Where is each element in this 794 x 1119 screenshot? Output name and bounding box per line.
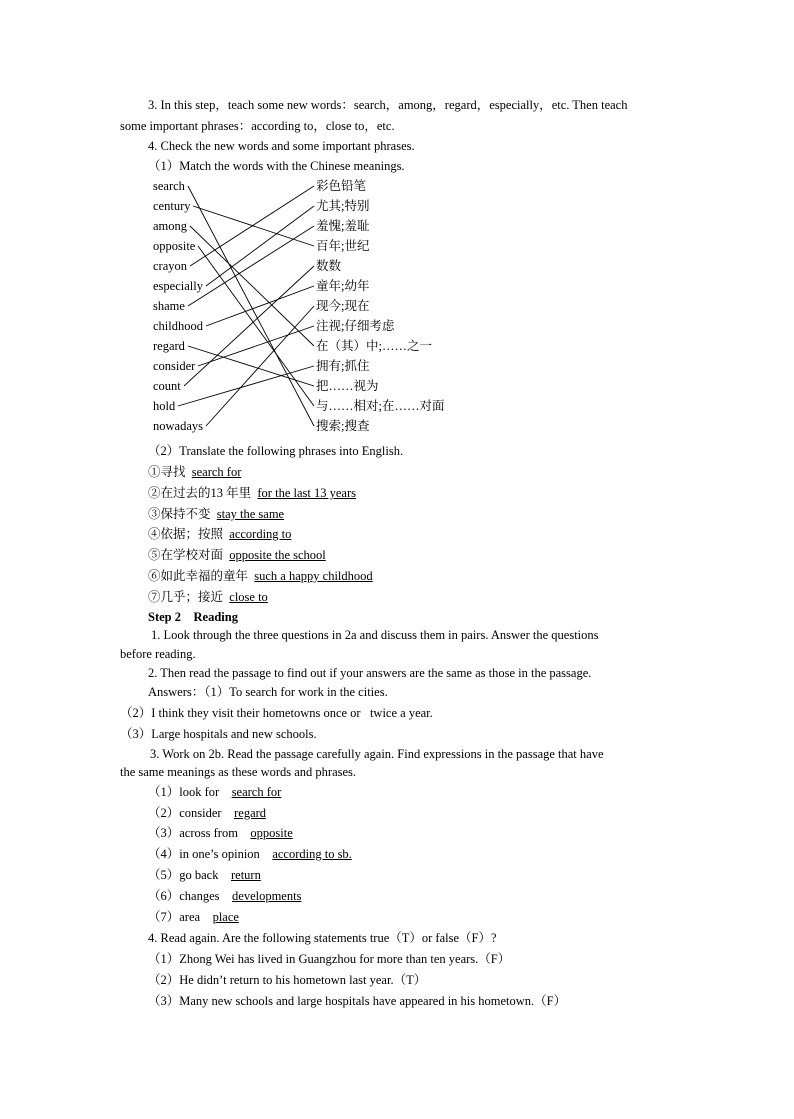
match-line: [206, 286, 314, 326]
translate-item: [148, 569, 373, 584]
match-word: count: [153, 379, 181, 393]
answer-2: （2）I think they visit their hometowns once or twice a year.: [120, 706, 433, 720]
expression-item: [148, 847, 352, 862]
match-line: [193, 206, 314, 246]
translate-prompt: ⑥如此幸福的童年: [148, 569, 249, 583]
expression-prompt: （2）consider: [148, 806, 222, 820]
statement-item: （2）He didn’t return to his hometown last year.（T）: [148, 973, 427, 987]
statement-item: （3）Many new schools and large hospitals have appeared in his hometown.（F）: [148, 994, 567, 1008]
match-word: nowadays: [153, 419, 203, 433]
translate-heading: （2）Translate the following phrases into English.: [148, 444, 404, 458]
match-meaning: 拥有;抓住: [316, 359, 370, 373]
match-meaning: 与……相对;在……对面: [316, 399, 445, 413]
expression-answer: place: [212, 910, 239, 924]
match-meaning: 童年;幼年: [316, 279, 370, 293]
translate-answer: close to: [229, 590, 268, 604]
reading-p3-line2: the same meanings as these words and phrases.: [120, 765, 357, 779]
step3-line2: some important phrases：according to，close to，etc.: [120, 119, 395, 133]
translate-prompt: ③保持不变: [148, 507, 211, 521]
step4-heading: 4. Check the new words and some important phrases.: [148, 139, 415, 153]
translate-answer: according to: [229, 527, 292, 541]
expression-prompt: （1）look for: [148, 785, 220, 799]
translate-answer: search for: [191, 465, 242, 479]
match-meaning: 尤其;特别: [316, 199, 370, 213]
match-meaning: 彩色铅笔: [316, 179, 367, 193]
translate-prompt: ②在过去的13 年里: [148, 486, 252, 500]
reading-p1-line1: 1. Look through the three questions in 2a and discuss them in pairs. Answer the questions: [151, 628, 599, 642]
expression-prompt: （5）go back: [148, 868, 219, 882]
translate-prompt: ⑤在学校对面: [148, 548, 224, 562]
match-word: crayon: [153, 259, 188, 273]
translate-item: [148, 486, 356, 501]
translate-answer: for the last 13 years: [257, 486, 356, 500]
match-line: [190, 226, 314, 346]
match-meaning: 数数: [316, 259, 342, 273]
match-line: [178, 366, 314, 406]
expression-item: [148, 889, 301, 904]
match-word: especially: [153, 279, 203, 293]
match-line: [184, 266, 314, 386]
match-word: consider: [153, 359, 196, 373]
match-word: opposite: [153, 239, 196, 253]
expression-prompt: （7）area: [148, 910, 201, 924]
answer-3: （3）Large hospitals and new schools.: [120, 727, 317, 741]
expression-item: [148, 826, 293, 841]
translate-answer: stay the same: [216, 507, 285, 521]
expression-item: [148, 806, 266, 821]
translate-item: [148, 527, 291, 542]
expression-prompt: （3）across from: [148, 826, 238, 840]
match-word: childhood: [153, 319, 203, 333]
answer-1: Answers：（1）To search for work in the cities.: [148, 685, 388, 699]
reading-p4: 4. Read again. Are the following statements true（T）or false（F）?: [148, 931, 497, 945]
expression-answer: regard: [234, 806, 267, 820]
expression-answer: developments: [232, 889, 302, 903]
match-meaning: 现今;现在: [316, 299, 370, 313]
match-word: search: [153, 179, 185, 193]
expression-prompt: （6）changes: [148, 889, 220, 903]
match-line: [188, 346, 314, 386]
translate-prompt: ④依据；按照: [148, 527, 224, 541]
expression-answer: search for: [231, 785, 282, 799]
step2-heading: [148, 610, 238, 625]
match-line: [188, 186, 314, 426]
match-line: [188, 226, 314, 306]
match-meaning: 把……视为: [316, 379, 379, 393]
reading-p3-line1: 3. Work on 2b. Read the passage carefully again. Find expressions in the passage that have: [150, 747, 604, 761]
expression-answer: opposite: [250, 826, 293, 840]
translate-answer: opposite the school: [229, 548, 326, 562]
match-word: regard: [153, 339, 185, 353]
translate-answer: such a happy childhood: [254, 569, 373, 583]
match-meaning: 百年;世纪: [316, 239, 370, 253]
expression-item: [148, 785, 281, 800]
match-word: century: [153, 199, 191, 213]
match-meaning: 羞愧;羞耻: [316, 219, 370, 233]
translate-item: [148, 465, 241, 480]
match-word: shame: [153, 299, 185, 313]
match-word: hold: [153, 399, 176, 413]
translate-item: [148, 590, 268, 605]
match-meaning: 在（其）中;……之一: [316, 339, 432, 353]
task1-heading: （1）Match the words with the Chinese meanings.: [148, 159, 405, 173]
expression-answer: according to sb.: [272, 847, 352, 861]
expression-answer: return: [230, 868, 261, 882]
expression-prompt: （4）in one’s opinion: [148, 847, 260, 861]
reading-p2: 2. Then read the passage to find out if your answers are the same as those in the passage.: [148, 666, 592, 680]
expression-item: [148, 868, 261, 883]
step-label: Step 2: [148, 610, 181, 624]
step3-line1: 3. In this step，teach some new words：search，among，regard，especially，etc. Then teach: [148, 98, 628, 112]
match-meaning: 注视;仔细考虑: [316, 319, 395, 333]
step-title: Reading: [193, 610, 238, 624]
match-word: among: [153, 219, 188, 233]
translate-item: [148, 548, 326, 563]
reading-p1-line2: before reading.: [120, 647, 196, 661]
match-line: [206, 206, 314, 286]
statement-item: （1）Zhong Wei has lived in Guangzhou for more than ten years.（F）: [148, 952, 511, 966]
expression-item: [148, 910, 239, 925]
match-meaning: 搜索;搜查: [316, 419, 370, 433]
match-line: [198, 326, 314, 366]
translate-item: [148, 507, 284, 522]
translate-prompt: ⑦几乎；接近: [148, 590, 224, 604]
translate-prompt: ①寻找: [148, 465, 186, 479]
